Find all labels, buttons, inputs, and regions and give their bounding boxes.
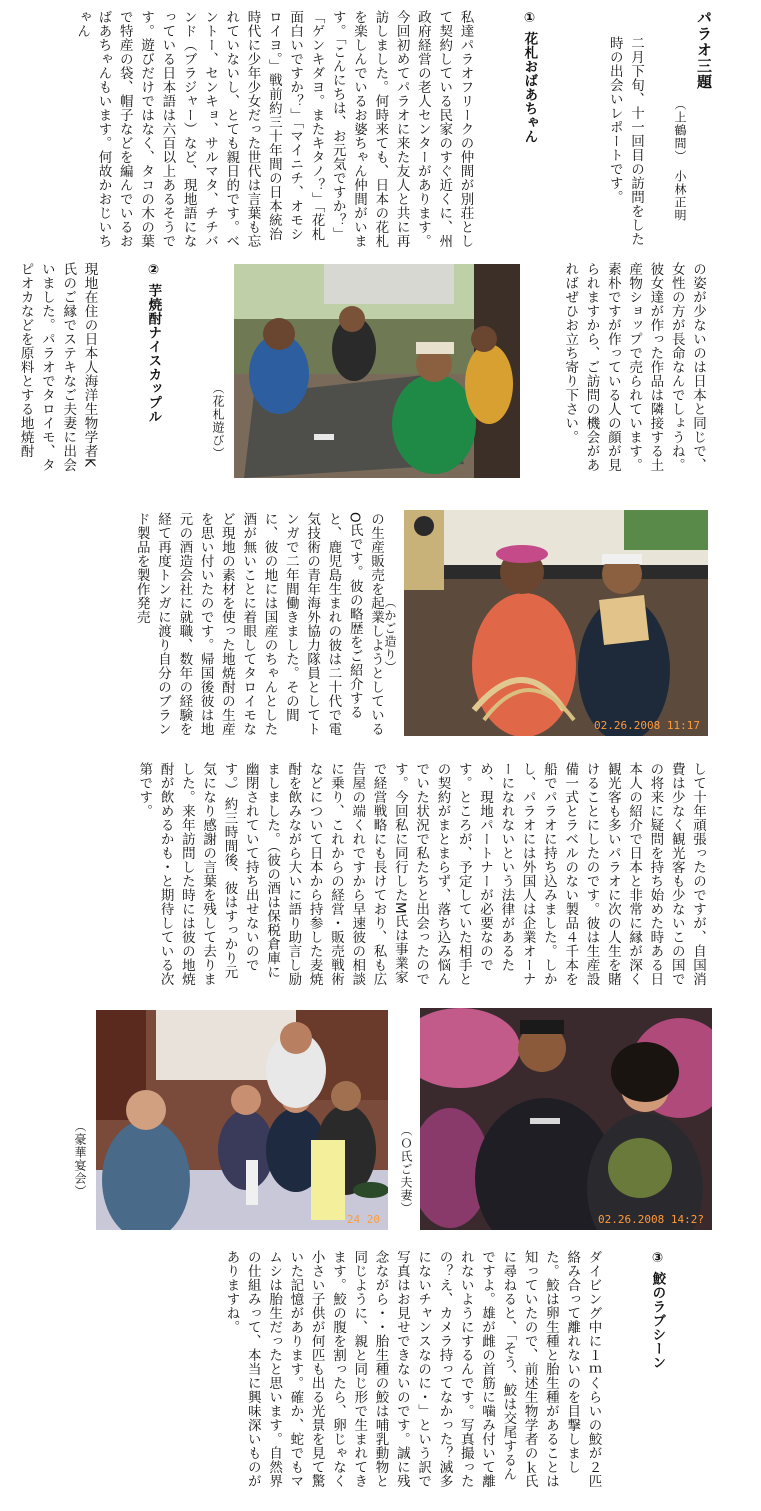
article-intro: 二月下旬、十一回目の訪問をした時の出会いレポートです。	[606, 36, 644, 246]
section2-text-cont2: して十年頑張ったのですが、自国消費は少なく観光客も少ないこの国での将来に疑問を持ち始めた時ある日本人の紹介で日本と非常に縁が深く観光客も多いパラオに次の人生を賭けることにしたのです。彼は生産設備一式とラベルのない製品４千本を船でパラオに持ち込みました。しかし、パラオには外国人は企業オーナーになれないという法律があるため、現地パートナーが必要なのです。ところが、予定していた相手との契約がまとまらず、落ち込み悩んでいた状況で私たちと出会ったのです。今回私に同行したM氏は事業家で経営戦略にも長けており、私も広告屋の端くれですから早速彼の相談に乗り、これからの経営・販売戦術などについて日本から持参した麦焼酎を飲みながら大いに語り助言し励ましました。（彼の酒は保税倉庫に幽閉されていて持ち出せないのです。）約三時間後、彼はすっかり元気になり感謝の言葉を残して去りました。来年訪問した時には彼の地焼酎が飲めるかも・と期待している次第です。	[136, 762, 706, 986]
section1-heading: ① 花札おばあちゃん	[521, 10, 538, 144]
photo-timestamp: 02.26.2008 14:2?	[598, 1213, 704, 1226]
photo-banquet	[96, 1010, 388, 1230]
caption-couple: （Ｏ氏ご夫妻）	[399, 1124, 413, 1215]
photo-hanafuda	[234, 264, 520, 478]
section2-text	[17, 262, 206, 474]
basket-image	[404, 510, 708, 736]
author-byline	[672, 98, 689, 222]
banquet-image	[96, 1010, 388, 1230]
couple-image	[420, 1008, 712, 1230]
photo-basket	[404, 510, 708, 736]
author-name: 小林正明	[673, 170, 687, 222]
section3-heading: ③ 鮫のラブシーン	[649, 1250, 666, 1370]
section2-heading: ② 芋焼酎ナイスカップル	[145, 262, 162, 424]
section2-body: 現地在住の日本人海洋生物学者K氏のご縁でステキなご夫妻に出会いました。パラオでタロイモ、タピオカなどを原料とする地焼酎	[17, 262, 98, 472]
section1-text-cont: の姿が少ないのは日本と同じで、女性の方が長命なんでしょうね。彼女達が作った作品は隣接する土産物ショップで売られています。素朴ですが作っている人の顔が見られますから、ご訪問の機会があればぜひお立ち寄り下さい。	[562, 262, 706, 472]
article-title: パラオ三題	[695, 10, 713, 90]
photo-couple	[420, 1008, 712, 1230]
author-location: （上鶴間）	[673, 98, 687, 157]
photo-timestamp: 02.26.2008 11:17	[594, 719, 700, 732]
caption-banquet: （豪華宴会）	[73, 1120, 87, 1198]
section1-text	[76, 10, 582, 248]
photo-timestamp: 24 20	[346, 1213, 380, 1226]
caption-basket: （かご造り）	[383, 596, 397, 674]
section3-body: ダイビング中に１ｍくらいの鮫が２匹絡み合って離れないのを目撃しました。鮫は卵生種と胎生種があることは知っていたので、前述生物学者のｋ氏に尋ねると、「そう、鮫は交尾するんですよ。雄が雌の首筋に噛み付いて離れないようにするんです。写真撮ったの？え、カメラ持ってなかった？滅多にないチャンスなのに・」という訳で写真はお見せできないのです。誠に残念ながら・・胎生種の鮫は哺乳動物と同じように、親と同じ形で生まれてきます。鮫の腹を割ったら、卵じゃなく小さい子供が何匹も出る光景を見て驚いた記憶があります。確か、蛇でもマムシは胎生だったと思います。自然界の仕組みって、本当に興味深いものがありますね。	[223, 1250, 602, 1488]
section3-text	[206, 1250, 710, 1494]
section1-body: 私達パラオフリークの仲間が別荘として契約している民家のすぐ近くに、州政府経営の老人センターがあります。今回初めてパラオに来た友人と共に再訪しました。何時来ても、日本の花札を楽しんでいるお婆ちゃん仲間がいます。「こんにちは、お元気ですか？」「ゲンキダヨ。またキタノ？」「花札面白いですか？」「マイニチ、オモシロイヨ。」戦前約三十年間の日本統治時代に少年少女だった世代は言葉も忘れていないし、とても親日的です。ベントー、センキョ、サルマタ、チチバンド（ブラジャー）など、現地語になっている日本語は六百以上あるそうです。遊びだけではなく、タコの木の葉で特産の袋、帽子などを編んでいるおばあちゃんもいます。何故かおじいちゃん	[74, 10, 474, 248]
caption-hanafuda: （花札遊び）	[211, 382, 225, 460]
hanafuda-image	[234, 264, 520, 478]
section2-text-cont: の生産販売を起業しようとしているO氏です。彼の略歴をご紹介すると、鹿児島生まれの彼は二十代で電気技術の青年海外協力隊員としてトンガで二年間働きました。その間に、彼の地には国産のちゃんとした酒が無いことに着眼してタロイモなど現地の素材を使った地焼酎の生産を思い付いたのです。帰国後彼は地元の酒造会社に就職、数年の経験を経て再度トンガに渡り自分のブランド製品を製作発売	[133, 512, 384, 736]
